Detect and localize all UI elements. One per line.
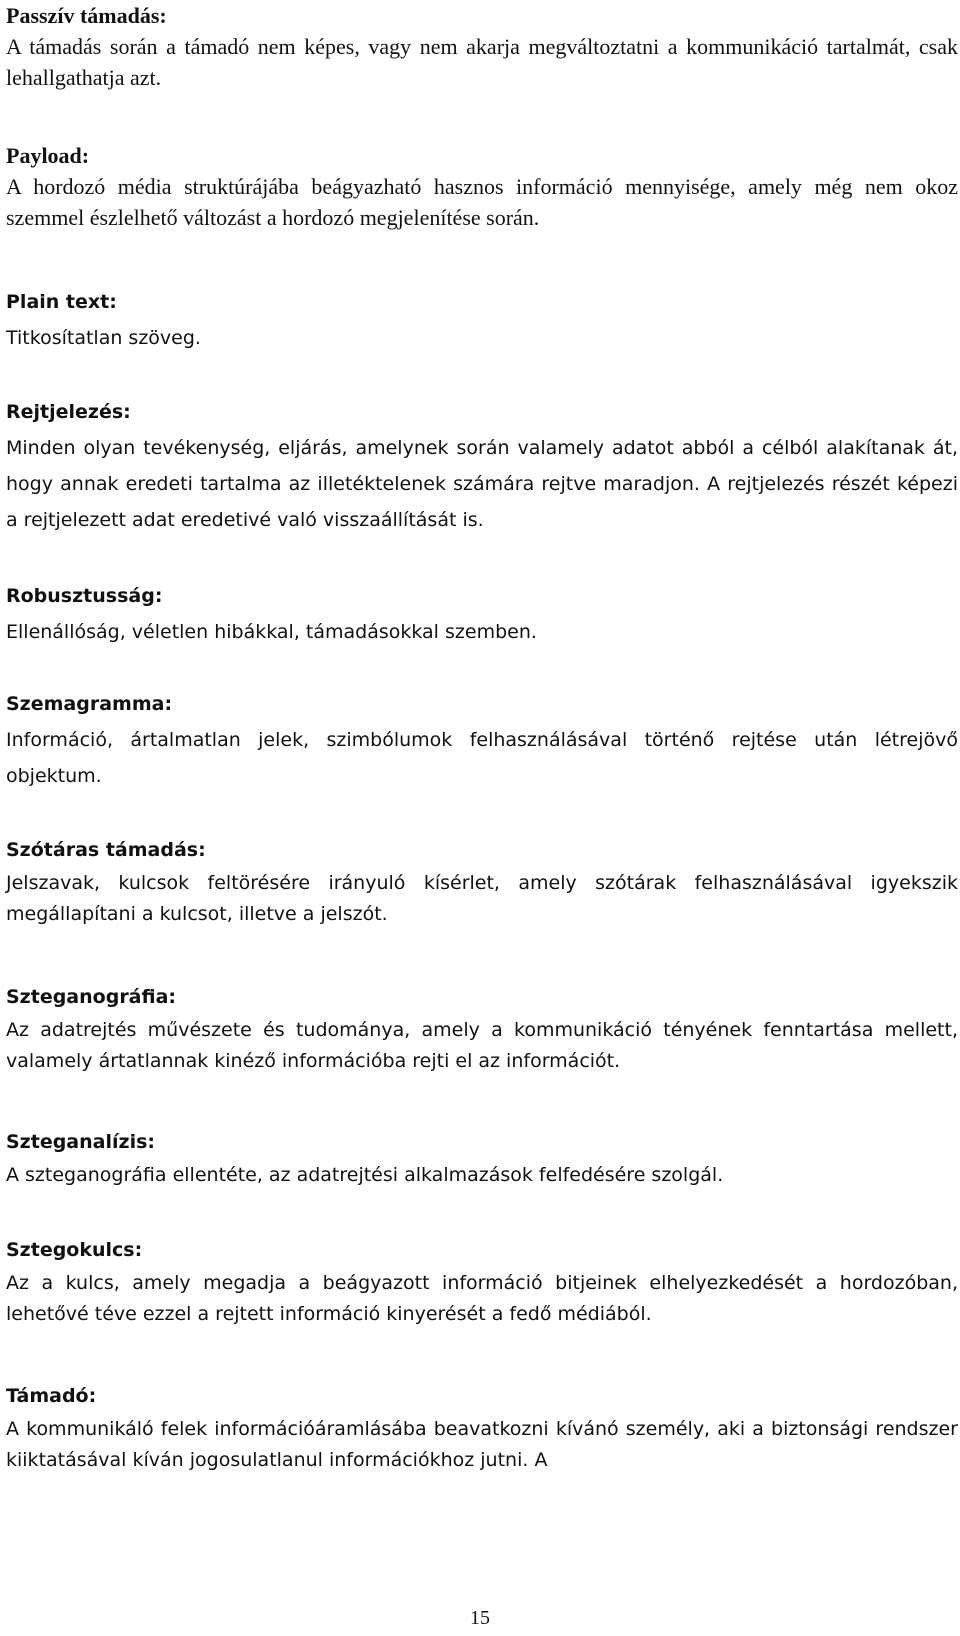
glossary-term: Szemagramma: — [6, 693, 173, 715]
glossary-entry-szotaras-tamadas — [6, 832, 958, 930]
glossary-entry-passziv-tamadas — [6, 0, 958, 93]
glossary-entry-robusztussag — [6, 578, 958, 650]
glossary-entry-szemagramma — [6, 686, 958, 794]
glossary-definition: A támadás során a támadó nem képes, vagy nem akarja megváltoztatni a kommunikáció tartalmát, csak lehallgathatja azt. — [6, 34, 958, 90]
glossary-entry-plain-text — [6, 284, 958, 356]
glossary-entry-payload — [6, 140, 958, 233]
glossary-definition: Ellenállóság, véletlen hibákkal, támadásokkal szemben. — [6, 621, 537, 643]
glossary-term: Plain text: — [6, 291, 117, 313]
glossary-term: Szótáras támadás: — [6, 839, 206, 861]
glossary-term: Rejtjelezés: — [6, 401, 131, 423]
glossary-entry-rejtjelezes — [6, 394, 958, 538]
glossary-definition: Az adatrejtés művészete és tudománya, amely a kommunikáció tényének fenntartása mellett, valamely ártatlannak kinéző információba rejti el az információt. — [6, 1019, 958, 1072]
glossary-definition: Titkosítatlan szöveg. — [6, 327, 201, 349]
glossary-definition: Jelszavak, kulcsok feltörésére irányuló kísérlet, amely szótárak felhasználásával igyekszik megállapítani a kulcsot, illetve a jelszót. — [6, 872, 958, 925]
glossary-entry-sztegokulcs — [6, 1232, 958, 1330]
glossary-entry-szteganalizis — [6, 1124, 958, 1191]
glossary-term: Passzív támadás: — [6, 3, 167, 28]
glossary-definition: A kommunikáló felek információáramlásába beavatkozni kívánó személy, aki a biztonsági rendszer kiiktatásával kíván jogosulatlanul információkhoz jutni. A — [6, 1418, 958, 1471]
glossary-term: Sztegokulcs: — [6, 1239, 143, 1261]
glossary-term: Szteganográfia: — [6, 986, 177, 1008]
glossary-definition: Minden olyan tevékenység, eljárás, amelynek során valamely adatot abból a célból alakítanak át, hogy annak eredeti tartalma az illetéktelenek számára rejtve maradjon. A rejtjelezés részét képezi a rejtjelezett adat eredetivé való visszaállítását is. — [6, 437, 958, 531]
document-page — [6, 0, 960, 1636]
page-number: 15 — [470, 1607, 490, 1629]
glossary-definition: A hordozó média struktúrájába beágyazható hasznos információ mennyisége, amely még nem okoz szemmel észlelhető változást a hordozó megjelenítése során. — [6, 174, 958, 230]
glossary-term: Szteganalízis: — [6, 1131, 155, 1153]
glossary-term: Payload: — [6, 143, 90, 168]
glossary-definition: Információ, ártalmatlan jelek, szimbólumok felhasználásával történő rejtése után létrejövő objektum. — [6, 729, 958, 787]
glossary-definition: Az a kulcs, amely megadja a beágyazott információ bitjeinek elhelyezkedését a hordozóban, lehetővé téve ezzel a rejtett információ kinyerését a fedő médiából. — [6, 1272, 958, 1325]
glossary-entry-szteganografia — [6, 979, 958, 1077]
glossary-definition: A szteganográfia ellentéte, az adatrejtési alkalmazások felfedésére szolgál. — [6, 1164, 724, 1186]
glossary-entry-tamado — [6, 1378, 958, 1476]
glossary-term: Robusztusság: — [6, 585, 163, 607]
glossary-term: Támadó: — [6, 1385, 97, 1407]
